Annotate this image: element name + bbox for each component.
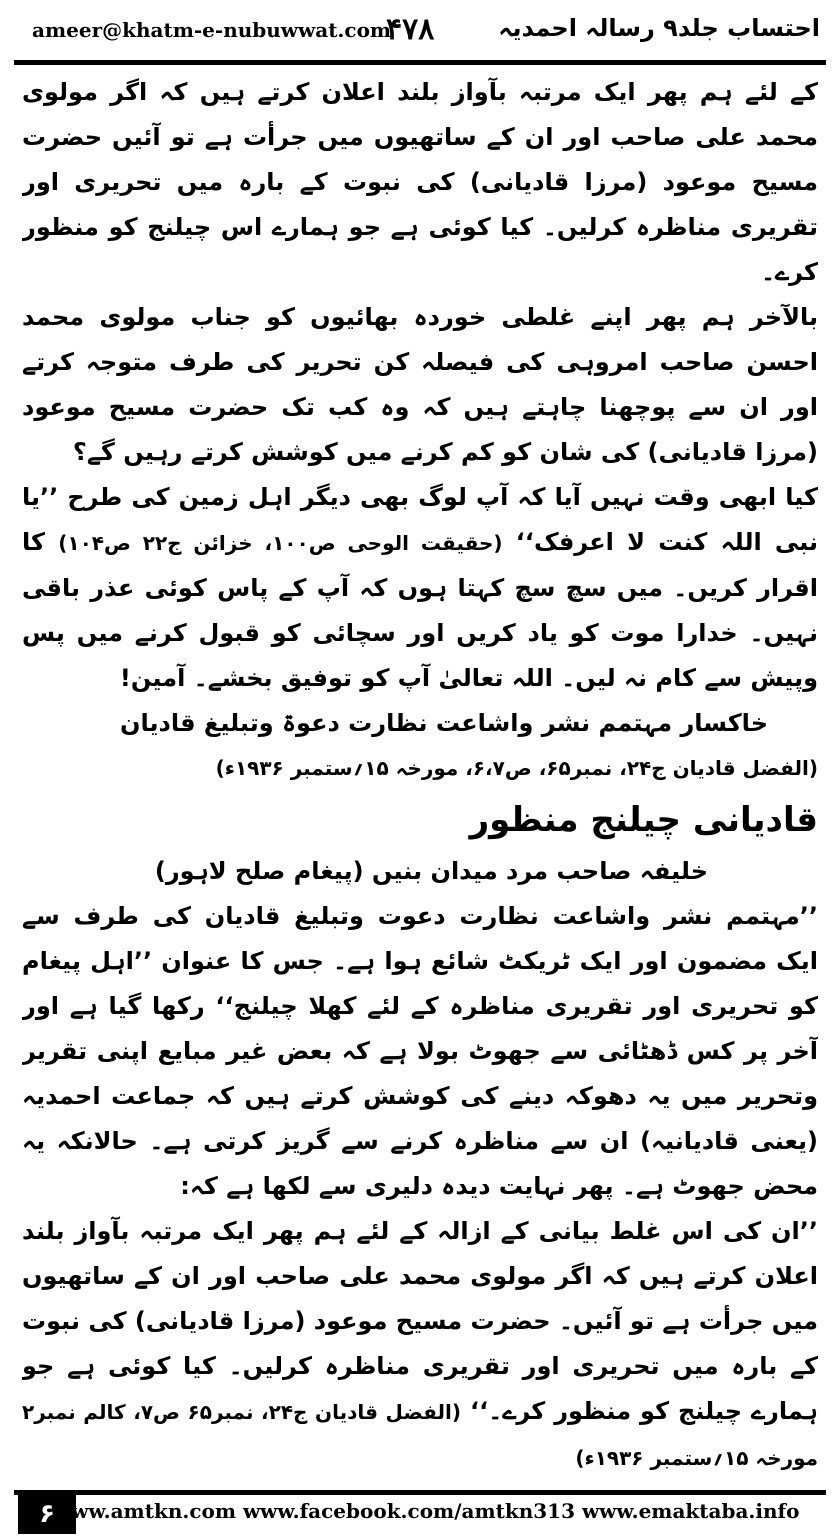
paragraph-5-quote: ’’ان کی اس غلط بیانی کے ازالہ کے لئے ہم پھر ایک مرتبہ بآواز بلند اعلان کرتے ہیں کہ اگر مولوی محمد علی صاحب اور ان کے ساتھیوں میں جرأت ہے تو آئیں۔ حضرت مسیح موعود (مرزا قادیانی) کی نبوت کے بارہ میں تحریری اور تقریری مناظرہ کرلیں۔ کیا کوئی ہے جو ہمارے چیلنج کو منظور کرے۔‘‘ — [22, 1217, 818, 1425]
header-email: ameer@khatm-e-nubuwwat.com — [32, 18, 392, 42]
signature-line: خاکسار مہتمم نشر واشاعت نظارت دعوۃ وتبلیغ قادیان — [120, 709, 768, 737]
footer-divider — [14, 1490, 826, 1495]
paragraph-3-reference: (حقیقت الوحی ص۱۰۰، خزائن ج۲۲ ص۱۰۴) — [58, 531, 503, 555]
paragraph-1: کے لئے ہم پھر ایک مرتبہ بآواز بلند اعلان کرتے ہیں کہ اگر مولوی محمد علی صاحب اور ان کے ساتھیوں میں جرأت ہے تو آئیں حضرت مسیح موعود (مرزا قادیانی) کی نبوت کے بارہ میں تحریری اور تقریری مناظرہ کرلیں۔ کیا کوئی ہے جو ہمارے اس چیلنج کو منظور کرے۔ — [22, 78, 818, 286]
paragraph-3 — [22, 475, 818, 701]
header-divider — [14, 60, 826, 65]
page-footer — [14, 1490, 826, 1536]
byline: خلیفہ صاحب مرد میدان بنیں (پیغام صلح لاہور) — [154, 857, 708, 885]
reference-1: (الفضل قادیان ج۲۴، نمبر۶۵، ص۶،۷، مورخہ ۱۵؍ستمبر ۱۹۳۶ء) — [215, 756, 818, 780]
paragraph-4: ’’مہتمم نشر واشاعت نظارت دعوت وتبلیغ قادیان کی طرف سے ایک مضمون اور ایک ٹریکٹ شائع ہوا ہے۔ جس کا عنوان ’’اہل پیغام کو تحریری اور تقریری مناظرہ کے لئے کھلا چیلنج‘‘ رکھا گیا ہے اور آخر پر کس ڈھٹائی سے جھوٹ بولا ہے کہ بعض غیر مبایع اپنی تقریر وتحریر میں یہ دھوکہ دینے کی کوشش کرتے ہیں کہ جماعت احمدیہ (یعنی قادیانیہ) ان سے مناظرہ کرنے سے گریز کرتی ہے۔ حالانکہ یہ محض جھوٹ ہے۔ پھر نہایت دیدہ دلیری سے لکھا ہے کہ: — [22, 902, 818, 1200]
paragraph-2: بالآخر ہم پھر اپنے غلطی خوردہ بھائیوں کو جناب مولوی محمد احسن صاحب امروہی کی فیصلہ کن تحریر کی طرف متوجہ کرتے اور ان سے پوچھنا چاہتے ہیں کہ وہ کب تک حضرت مسیح موعود (مرزا قادیانی) کی شان کو کم کرنے میں کوشش کرتے رہیں گے؟ — [22, 303, 818, 466]
header-page-number: ۴۷۸ — [386, 12, 435, 47]
page-header — [14, 0, 826, 64]
paragraph-5 — [22, 1209, 818, 1470]
page-body — [22, 70, 818, 1470]
paragraph-3-text-a: کیا ابھی وقت نہیں آیا کہ آپ لوگ بھی دیگر اہل زمین کی طرح ’’یا نبی اللہ کنت لا اعرفک‘‘ — [22, 483, 818, 556]
footer-page-number: ۶ — [18, 1494, 76, 1534]
paragraph-5-reference: (الفضل قادیان ج۲۴، نمبر۶۵ ص۷، کالم نمبر۲ مورخہ ۱۵؍ستمبر ۱۹۳۶ء) — [22, 1400, 818, 1470]
section-heading: قادیانی چیلنج منظور — [469, 800, 818, 840]
paragraph-3-text-b: کا اقرار کریں۔ میں سچ سچ کہتا ہوں کہ آپ کے پاس کوئی عذر باقی نہیں۔ خدارا موت کو یاد کریں اور سچائی کو قبول کرنے میں پس وپیش سے کام نہ لیں۔ اللہ تعالیٰ آپ کو توفیق بخشے۔ آمین! — [22, 528, 818, 692]
header-book-title: احتساب جلد۹ رسالہ احمدیہ — [498, 14, 820, 42]
footer-website-links: www.amtkn.com www.facebook.com/amtkn313 www.emaktaba.info — [54, 1499, 800, 1523]
